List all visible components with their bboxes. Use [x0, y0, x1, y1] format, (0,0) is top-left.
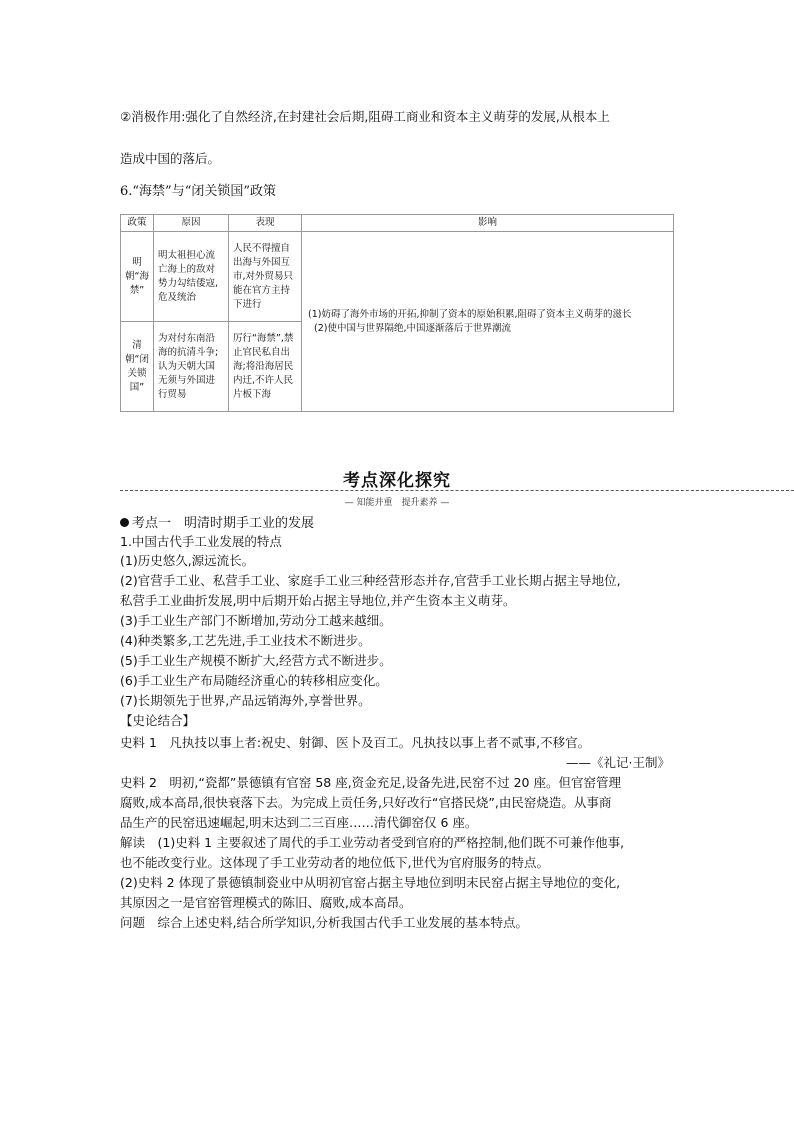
banner-title: 考点深化探究: [343, 471, 451, 491]
paragraph-negative-effect-cont: 造成中国的落后。: [120, 151, 221, 166]
section-title-sea-ban: 6.“海禁”与“闭关锁国”政策: [120, 184, 276, 199]
header-influence: 影响: [302, 215, 674, 232]
cell-show: 厉行“海禁”,禁止官民私自出海;将沿海居民内迁,不许人民片板下海: [229, 322, 302, 412]
influence-1: (1)妨碍了海外市场的开拓,抑制了资本的原始积累,阻碍了资本主义萌芽的滋长: [308, 308, 632, 320]
cell-influence: [302, 232, 674, 412]
source-2-line: 腐败,成本高昂,很快衰落下去。为完成上贡任务,只好改行“官搭民烧”,由民窑烧造。从事商: [120, 795, 612, 810]
interpretation-line: 也不能改变行业。这体现了手工业劳动者的地位低下,世代为官府服务的特点。: [120, 855, 549, 870]
bullet-icon: [120, 518, 129, 527]
list-item: (6)手工业生产布局随经济重心的转移相应变化。: [120, 673, 388, 688]
sub-heading: 1.中国古代手工业发展的特点: [120, 534, 282, 549]
source-1-citation: ——《礼记·王制》: [566, 755, 670, 770]
source-1: 史料 1 凡执技以事上者:祝史、射御、医卜及百工。凡执技以事上者不贰事,不移官。: [120, 735, 591, 750]
header-reason: 原因: [154, 215, 229, 232]
list-item: 私营手工业曲折发展,明中后期开始占据主导地位,并产生资本主义萌芽。: [120, 593, 516, 608]
paragraph-negative-effect: ②消极作用:强化了自然经济,在封建社会后期,阻碍工商业和资本主义萌芽的发展,从根本上: [120, 109, 610, 124]
policy-table: [120, 214, 674, 412]
cell-policy: 明朝“海禁”: [121, 232, 154, 322]
banner-subtitle: — 知能并重 提升素养 —: [344, 498, 450, 508]
kaodian-title-text: 考点一 明清时期手工业的发展: [132, 516, 315, 531]
source-2-line: 史料 2 明初,“瓷都”景德镇有官窑 58 座,资金充足,设备先进,民窑不过 20 座。但官窑管理: [120, 775, 621, 790]
cell-show: 人民不得擅自出海与外国互市,对外贸易只能在官方主持下进行: [229, 232, 302, 322]
header-policy: 政策: [121, 215, 154, 232]
cell-reason: 明太祖担心流亡海上的敌对势力勾结倭寇,危及统治: [154, 232, 229, 322]
list-item: (7)长期领先于世界,产品远销海外,享誉世界。: [120, 693, 371, 708]
shilun-heading: 【史论结合】: [120, 713, 196, 728]
header-show: 表现: [229, 215, 302, 232]
list-item: (2)官营手工业、私营手工业、家庭手工业三种经营形态并存,官营手工业长期占据主导地位,: [120, 573, 621, 588]
banner-divider: [120, 490, 794, 491]
interpretation-line: (2)史料 2 体现了景德镇制瓷业中从明初官窑占据主导地位到明末民窑占据主导地位的变化,: [120, 875, 621, 890]
kaodian-title: [120, 512, 314, 531]
table-header-row: [121, 215, 674, 232]
question: 问题 综合上述史料,结合所学知识,分析我国古代手工业发展的基本特点。: [120, 915, 528, 930]
list-item: (4)种类繁多,工艺先进,手工业技术不断进步。: [120, 633, 371, 648]
cell-reason: 为对付东南沿海的抗清斗争;认为天朝大国无须与外国进行贸易: [154, 322, 229, 412]
source-2-line: 品生产的民窑迅速崛起,明末达到二三百座……清代御窑仅 6 座。: [120, 815, 478, 830]
list-item: (5)手工业生产规模不断扩大,经营方式不断进步。: [120, 653, 392, 668]
list-item: (3)手工业生产部门不断增加,劳动分工越来越细。: [120, 613, 392, 628]
interpretation-line: 解读 (1)史料 1 主要叙述了周代的手工业劳动者受到官府的严格控制,他们既不可兼作他事,: [120, 835, 625, 850]
table-row: [121, 232, 674, 322]
cell-policy: 清朝“闭关锁国”: [121, 322, 154, 412]
list-item: (1)历史悠久,源远流长。: [120, 553, 255, 568]
influence-2: (2)使中国与世界隔绝,中国逐渐落后于世界潮流: [314, 322, 511, 334]
interpretation-line: 其原因之一是官窑管理模式的陈旧、腐败,成本高昂。: [120, 895, 412, 910]
